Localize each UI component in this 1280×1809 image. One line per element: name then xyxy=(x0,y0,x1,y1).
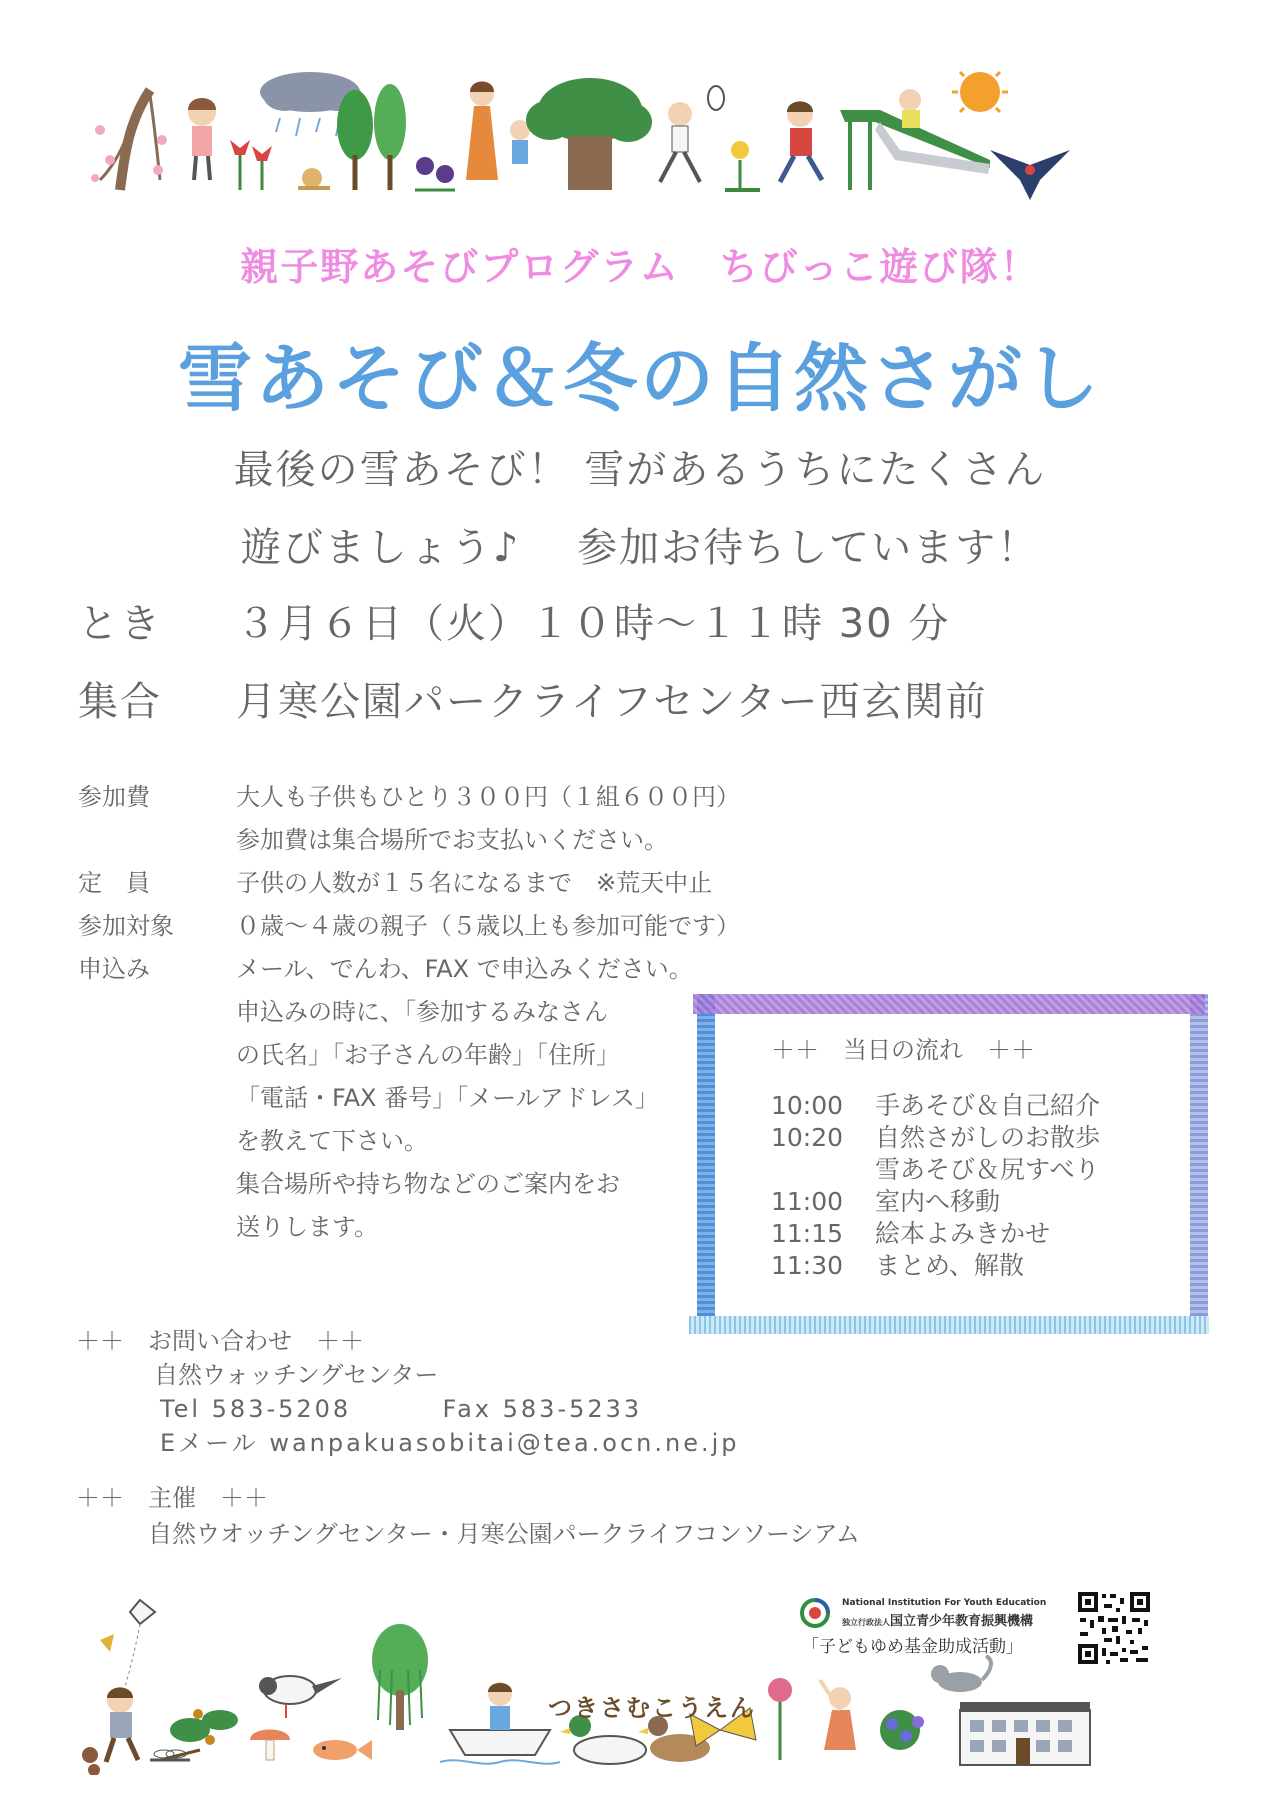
fax-value: 583-5233 xyxy=(502,1395,643,1423)
apply-line-4: 「電話・FAX 番号」「メールアドレス」 xyxy=(236,1084,659,1112)
schedule-time: 10:20 xyxy=(771,1123,844,1152)
fish-illustration xyxy=(313,1740,372,1760)
schedule-text: 手あそび＆自己紹介 xyxy=(875,1091,1101,1120)
schedule-item xyxy=(771,1218,1100,1250)
oak-leaf-illustration xyxy=(160,1709,238,1760)
swallow-illustration xyxy=(990,150,1070,200)
schedule-text: 雪あそび＆尻すべり xyxy=(875,1155,1100,1184)
fund-caption: 「子どもゆめ基金助成活動」 xyxy=(802,1637,1023,1657)
apply-label: 申込み xyxy=(78,955,150,983)
violet-illustration xyxy=(415,157,455,190)
fund-english-name: National Institution For Youth Education xyxy=(842,1598,1047,1608)
event-details xyxy=(78,776,740,1249)
lead-text-line-2: 遊びましょう♪ 参加お待ちしています！ xyxy=(240,525,1040,571)
lead-text-line-1: 最後の雪あそび！ 雪があるうちにたくさん xyxy=(233,447,1047,493)
tape-left-decoration xyxy=(697,994,715,1334)
fee-note: 参加費は集合場所でお支払いください。 xyxy=(236,826,668,854)
kite-child-illustration xyxy=(82,1600,155,1775)
apply-row xyxy=(78,948,740,991)
cat-illustration xyxy=(931,1656,991,1692)
bottom-illustration xyxy=(80,1590,1200,1775)
date-label: とき xyxy=(78,601,162,647)
schedule-item xyxy=(771,1154,1100,1186)
yoga-person-illustration xyxy=(820,1680,856,1750)
organizer-section xyxy=(76,1480,860,1552)
park-name-label: つきさむこうえん xyxy=(548,1694,756,1722)
schedule-time: 11:15 xyxy=(771,1219,844,1248)
schedule-text: 室内へ移動 xyxy=(875,1187,1001,1216)
sun-illustration xyxy=(952,70,1008,112)
organizer-names: 自然ウオッチングセンター・月寒公園パークライフコンソーシアム xyxy=(148,1520,860,1548)
contact-section xyxy=(76,1324,740,1460)
email-value[interactable]: wanpakuasobitai@tea.ocn.ne.jp xyxy=(269,1429,740,1457)
tape-top-decoration xyxy=(693,994,1205,1014)
schedule-box xyxy=(697,1000,1202,1330)
schedule-time: 11:30 xyxy=(771,1251,844,1280)
hydrangea-illustration xyxy=(880,1710,924,1750)
mother-child-illustration xyxy=(466,82,530,181)
tape-right-decoration xyxy=(1190,994,1208,1334)
dandelion-illustration xyxy=(725,141,760,190)
tennis-player-illustration xyxy=(660,86,724,182)
contact-phone-row xyxy=(76,1392,740,1426)
contact-email-row xyxy=(76,1426,740,1460)
snail-illustration xyxy=(298,168,330,188)
program-subtitle: 親子野あそびプログラム ちびっこ遊び隊！ xyxy=(240,245,1040,289)
schedule-item xyxy=(771,1250,1100,1282)
schedule-text: まとめ、解散 xyxy=(875,1251,1025,1280)
schedule-text: 絵本よみきかせ xyxy=(875,1219,1051,1248)
schedule-item xyxy=(771,1090,1100,1122)
meeting-place-row xyxy=(78,670,988,727)
email-label: Eメール xyxy=(160,1429,259,1457)
green-trees-illustration xyxy=(337,84,406,190)
event-date-row xyxy=(78,592,950,649)
girl-illustration xyxy=(188,98,216,180)
apply-line-2: 申込みの時に、「参加するみなさん xyxy=(236,998,608,1026)
contact-heading: ＋＋ お問い合わせ ＋＋ xyxy=(76,1327,364,1355)
fund-org-name: 国立青少年教育振興機構 xyxy=(890,1614,1034,1629)
apply-line-7: 送りします。 xyxy=(236,1213,379,1241)
mushroom-illustration xyxy=(250,1730,290,1761)
target-row xyxy=(78,905,740,948)
willow-tree-illustration xyxy=(372,1624,428,1730)
schedule-heading: ＋＋ 当日の流れ ＋＋ xyxy=(771,1036,1035,1064)
schedule-item xyxy=(771,1186,1100,1218)
date-value: ３月６日（火）１０時〜１１時 30 分 xyxy=(236,601,951,647)
cherry-tree-illustration xyxy=(91,90,167,190)
fax-label: Fax xyxy=(442,1395,492,1423)
schedule-text: 自然さがしのお散歩 xyxy=(875,1123,1101,1152)
tel-label: Tel xyxy=(160,1395,202,1423)
capacity-label: 定 員 xyxy=(78,869,150,897)
fund-type: 独立行政法人 xyxy=(842,1618,890,1627)
organizer-heading: ＋＋ 主催 ＋＋ xyxy=(76,1484,268,1512)
apply-line-3: の氏名」「お子さんの年齢」「住所」 xyxy=(236,1041,620,1069)
schedule-time: 11:00 xyxy=(771,1187,844,1216)
capacity-value: 子供の人数が１５名になるまで ※荒天中止 xyxy=(236,869,713,897)
event-title: 雪あそび＆冬の自然さがし xyxy=(178,336,1102,422)
contact-org: 自然ウォッチングセンター xyxy=(154,1361,439,1389)
fee-row xyxy=(78,776,740,819)
apply-line-5: を教えて下さい。 xyxy=(236,1127,428,1155)
tulip-illustration xyxy=(230,140,272,190)
schedule-item xyxy=(771,1122,1100,1154)
fee-value: 大人も子供もひとり３００円（１組６００円） xyxy=(236,783,740,811)
meeting-place-label: 集合 xyxy=(78,679,162,725)
apply-line-6: 集合場所や持ち物などのご案内をお xyxy=(236,1170,620,1198)
large-tree-illustration xyxy=(526,78,652,190)
target-label: 参加対象 xyxy=(78,912,174,940)
tel-value: 583-5208 xyxy=(211,1395,352,1423)
capacity-row xyxy=(78,862,740,905)
bird-illustration xyxy=(259,1676,342,1718)
park-building-illustration xyxy=(960,1702,1090,1765)
schedule-list xyxy=(771,1090,1100,1282)
running-boy-illustration xyxy=(780,101,822,182)
schedule-time: 10:00 xyxy=(771,1091,844,1120)
apply-value: メール、でんわ、FAX で申込みください。 xyxy=(236,955,693,983)
meeting-place-value: 月寒公園パークライフセンター西玄関前 xyxy=(236,679,988,725)
target-value: ０歳〜４歳の親子（５歳以上も参加可能です） xyxy=(236,912,740,940)
boat-boy-illustration xyxy=(440,1682,560,1764)
tape-bottom-decoration xyxy=(689,1316,1209,1334)
top-illustration xyxy=(80,70,1200,210)
fee-label: 参加費 xyxy=(78,783,150,811)
